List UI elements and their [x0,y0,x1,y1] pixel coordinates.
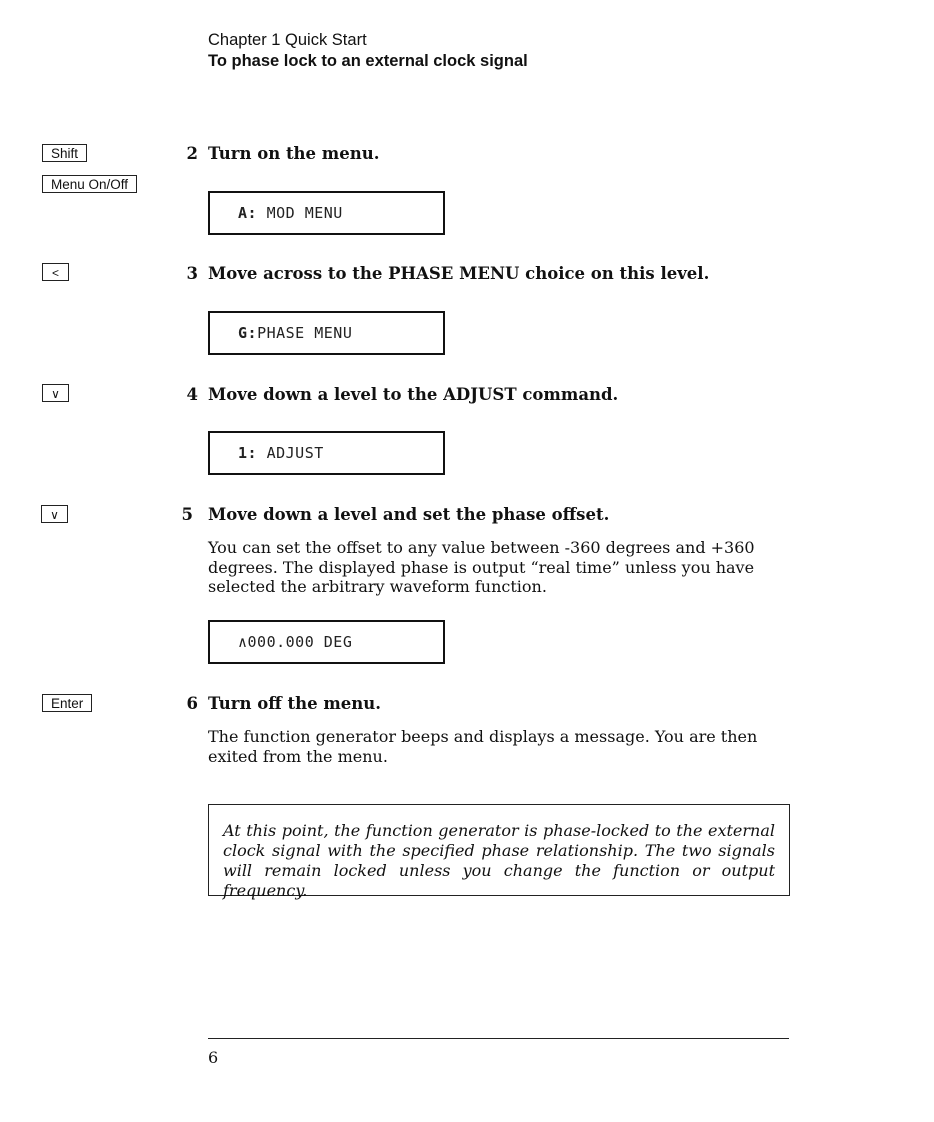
display-prefix: 1: [238,444,258,462]
down-arrow-key: ∨ [42,384,69,402]
display-text: ∧000.000 DEG [238,633,353,651]
page-number: 6 [208,1048,219,1067]
step-number: 2 [186,144,198,163]
shift-key: Shift [42,144,87,162]
left-arrow-key: < [42,263,69,281]
display-prefix: A: [238,204,258,222]
display-prefix: G: [238,324,258,342]
display-text: MOD MENU [257,204,343,222]
display-text: ADJUST [257,444,324,462]
chapter-heading: Chapter 1 Quick Start [208,31,367,49]
step-description: You can set the offset to any value between -360 degrees and +360 degrees. The displayed phase is output “real time” unless you have selected the arbitrary waveform function. [208,538,755,596]
step-title: Turn off the menu. [208,694,382,713]
step-description: The function generator beeps and displays a message. You are then exited from the menu. [208,727,758,766]
front-panel-display [208,191,445,235]
front-panel-display [208,311,445,355]
step-title: Move down a level to the ADJUST command. [208,385,619,404]
display-text: PHASE MENU [257,324,353,342]
step-number: 6 [186,694,198,713]
step-number: 5 [181,505,193,524]
note-box: At this point, the function generator is phase-locked to the external clock signal with the specified phase relationship. The two signals will remain locked unless you change the function or output frequency. [208,804,790,896]
step-title: Move down a level and set the phase offset. [208,505,610,524]
footer-divider [208,1038,789,1039]
section-title: To phase lock to an external clock signal [208,52,528,70]
menu-on-off-key: Menu On/Off [42,175,137,193]
enter-key: Enter [42,694,92,712]
front-panel-display [208,431,445,475]
step-number: 4 [186,385,198,404]
step-number: 3 [186,264,198,283]
down-arrow-key: ∨ [41,505,68,523]
front-panel-display [208,620,445,664]
step-title: Turn on the menu. [208,144,380,163]
step-title: Move across to the PHASE MENU choice on this level. [208,264,710,283]
